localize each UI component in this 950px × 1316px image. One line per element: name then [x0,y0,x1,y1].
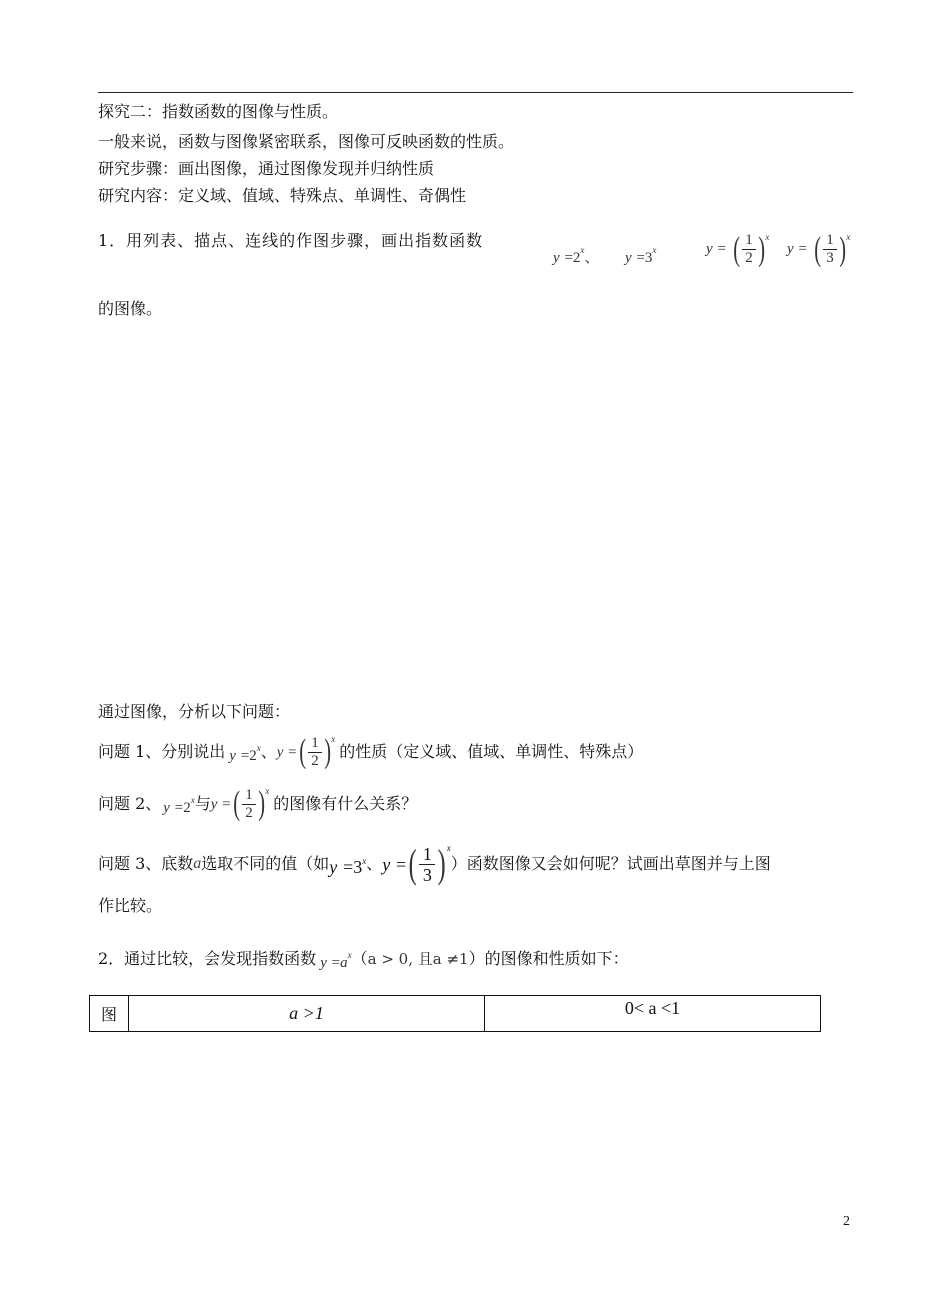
q1-formula-2x: $y =2^x$ [229,743,261,764]
formula-y-half-x: y = ( $\frac{1}{2}$ )$^x$ [706,230,770,268]
question-3-line2: 作比较。 [98,896,163,915]
question-3: 问题 3、底数 a 选取不同的值（如 $y =3^x$ 、 y =( $\frac{1}{3}$ )$^x$ ）函数图像又会如何呢？试画出草图并与上图 [98,841,771,886]
intro-text: 一般来说，函数与图像紧密联系，图像可反映函数的性质。 [98,132,515,151]
table-col-graph: 图 [90,996,129,1032]
task1-suffix: 的图像。 [98,299,163,318]
page-number: 2 [843,1214,850,1229]
table-header-row [90,996,821,1032]
q3-formula-3x: $y =3^x$ [329,855,367,877]
table-col-a-gt-1: a >1 [129,996,485,1032]
properties-table [89,995,821,1032]
formula-y-3-x: $y =3^x$ [625,245,657,266]
task2-formula-a-x: $y =a^x$ [320,950,352,971]
q2-formula-2x: $y =2^x$ [163,795,195,816]
task2-line: 2．通过比较，会发现指数函数 $y =a^x$ （ a > 0, 且a ≠1 ）的图像和性质如下： [98,945,629,973]
q1-formula-half-x: y =( $\frac{1}{2}$ )$^x$ [276,733,336,770]
research-content: 研究内容：定义域、值域、特殊点、单调性、奇偶性 [98,186,467,205]
question-2: 问题 2、 $y =2^x$ 与 y =( $\frac{1}{2}$ )$^x$ 的图像有什么关系？ [98,785,418,822]
formula-y-2-x: $y =2^x$、 [553,245,600,266]
section-title: 探究二：指数函数的图像与性质。 [98,102,339,121]
research-steps: 研究步骤：画出图像，通过图像发现并归纳性质 [98,159,435,178]
analysis-lead: 通过图像，分析以下问题： [98,702,291,721]
q3-formula-third-x: y =( $\frac{1}{3}$ )$^x$ [382,841,451,886]
question-1: 问题 1、分别说出 $y =2^x$ 、 y =( $\frac{1}{2}$ )$^x$ 的性质（定义域、值域、单调性、特殊点） [98,733,644,770]
q2-formula-half-x: y =( $\frac{1}{2}$ )$^x$ [210,785,270,822]
formula-y-third-x: y = ( $\frac{1}{3}$ )$^x$ [787,230,851,268]
task2-condition: a > 0, 且a ≠1 [367,950,469,968]
header-rule [98,92,853,93]
task1-prefix: 1．用列表、描点、连线的作图步骤，画出指数函数 [98,231,484,250]
table-col-a-between: 0< a <1 [485,996,821,1032]
